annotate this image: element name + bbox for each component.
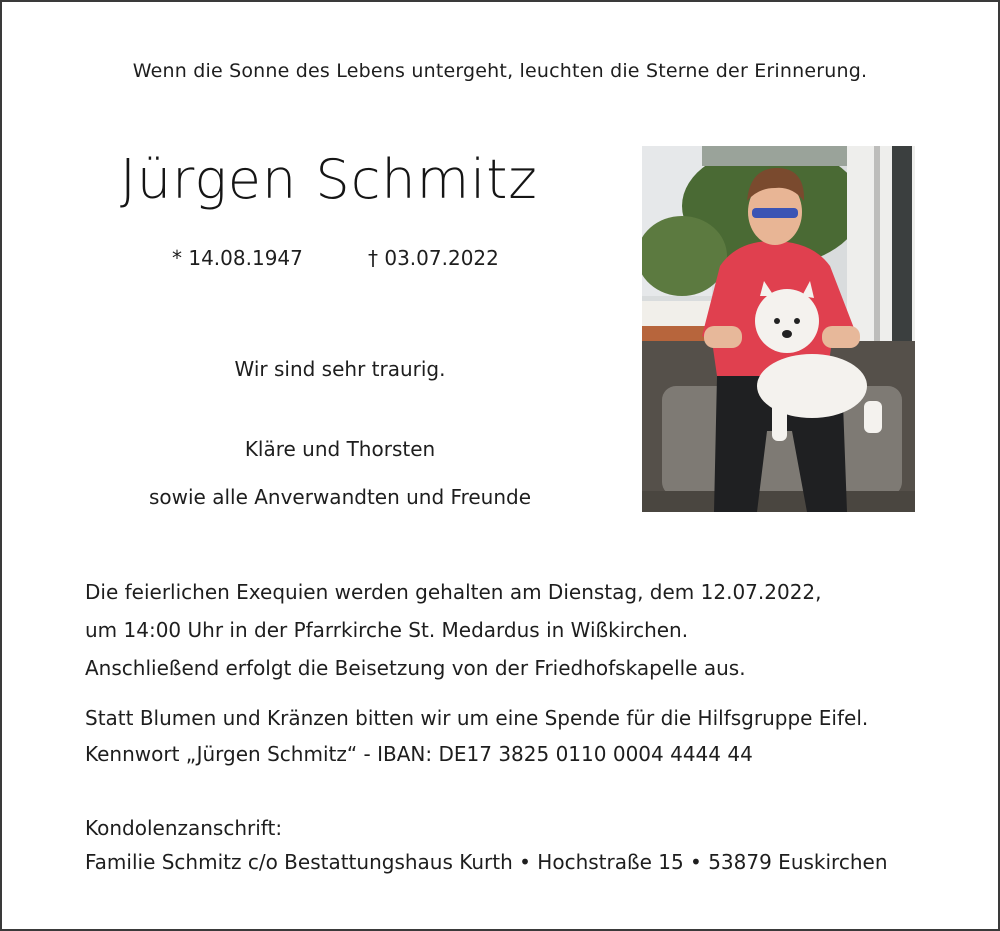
sentiment-line: Wir sind sehr traurig.	[234, 357, 446, 381]
mourners-relatives: sowie alle Anverwandten und Freunde	[148, 485, 532, 509]
condolence-address: Familie Schmitz c/o Bestattungshaus Kurth • Hochstraße 15 • 53879 Euskirchen	[85, 850, 888, 874]
funeral-line-2: um 14:00 Uhr in der Pfarrkirche St. Medardus in Wißkirchen.	[85, 618, 689, 642]
birth-date: * 14.08.1947	[172, 246, 303, 270]
mourners-names: Kläre und Thorsten	[244, 437, 436, 461]
death-date: † 03.07.2022	[368, 246, 499, 270]
funeral-line-1: Die feierlichen Exequien werden gehalten am Dienstag, dem 12.07.2022,	[85, 580, 822, 604]
motto-quote: Wenn die Sonne des Lebens untergeht, leuchten die Sterne der Erinnerung.	[132, 60, 868, 82]
donation-line-1: Statt Blumen und Kränzen bitten wir um eine Spende für die Hilfsgruppe Eifel.	[85, 706, 869, 730]
donation-line-2: Kennwort „Jürgen Schmitz“ - IBAN: DE17 3825 0110 0004 4444 44	[85, 742, 753, 766]
funeral-line-3: Anschließend erfolgt die Beisetzung von der Friedhofskapelle aus.	[85, 656, 746, 680]
deceased-name: Jürgen Schmitz	[120, 148, 538, 211]
portrait-photo	[642, 146, 915, 512]
condolence-label: Kondolenzanschrift:	[85, 816, 283, 840]
portrait-illustration	[642, 146, 915, 512]
